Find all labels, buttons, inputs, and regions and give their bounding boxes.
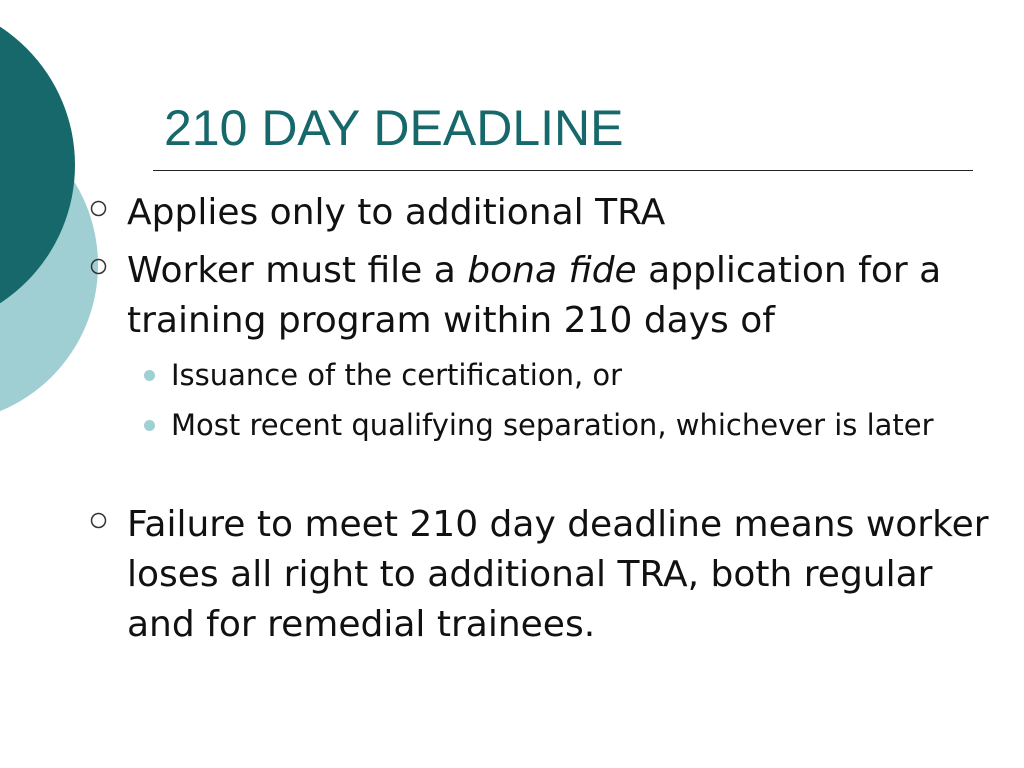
bullet-text: Failure to meet 210 day deadline means worker loses all right to additional TRA, both regular and for remedial trainees.	[127, 504, 989, 645]
bullet-text-after: application for a training program within 210 days of	[127, 250, 942, 341]
bullet-applies	[127, 188, 997, 238]
sub-bullet-text: Issuance of the certification, or	[171, 358, 623, 392]
sub-bullet-separation	[171, 405, 1001, 446]
hollow-circle-bullet-icon	[90, 200, 107, 217]
bullet-worker-must-file	[127, 246, 997, 346]
sub-bullet-issuance	[171, 355, 1001, 396]
sub-bullet-text: Most recent qualifying separation, whichever is later	[171, 408, 934, 442]
slide-title: 210 DAY DEADLINE	[164, 100, 624, 156]
filled-dot-bullet-icon	[144, 420, 155, 431]
hollow-circle-bullet-icon	[90, 512, 107, 529]
filled-dot-bullet-icon	[144, 370, 155, 381]
bullet-failure	[127, 500, 997, 650]
hollow-circle-bullet-icon	[90, 258, 107, 275]
bullet-text-italic: bona fide	[467, 250, 637, 291]
bullet-text: Applies only to additional TRA	[127, 192, 666, 233]
bullet-text-before: Worker must file a	[127, 250, 468, 291]
